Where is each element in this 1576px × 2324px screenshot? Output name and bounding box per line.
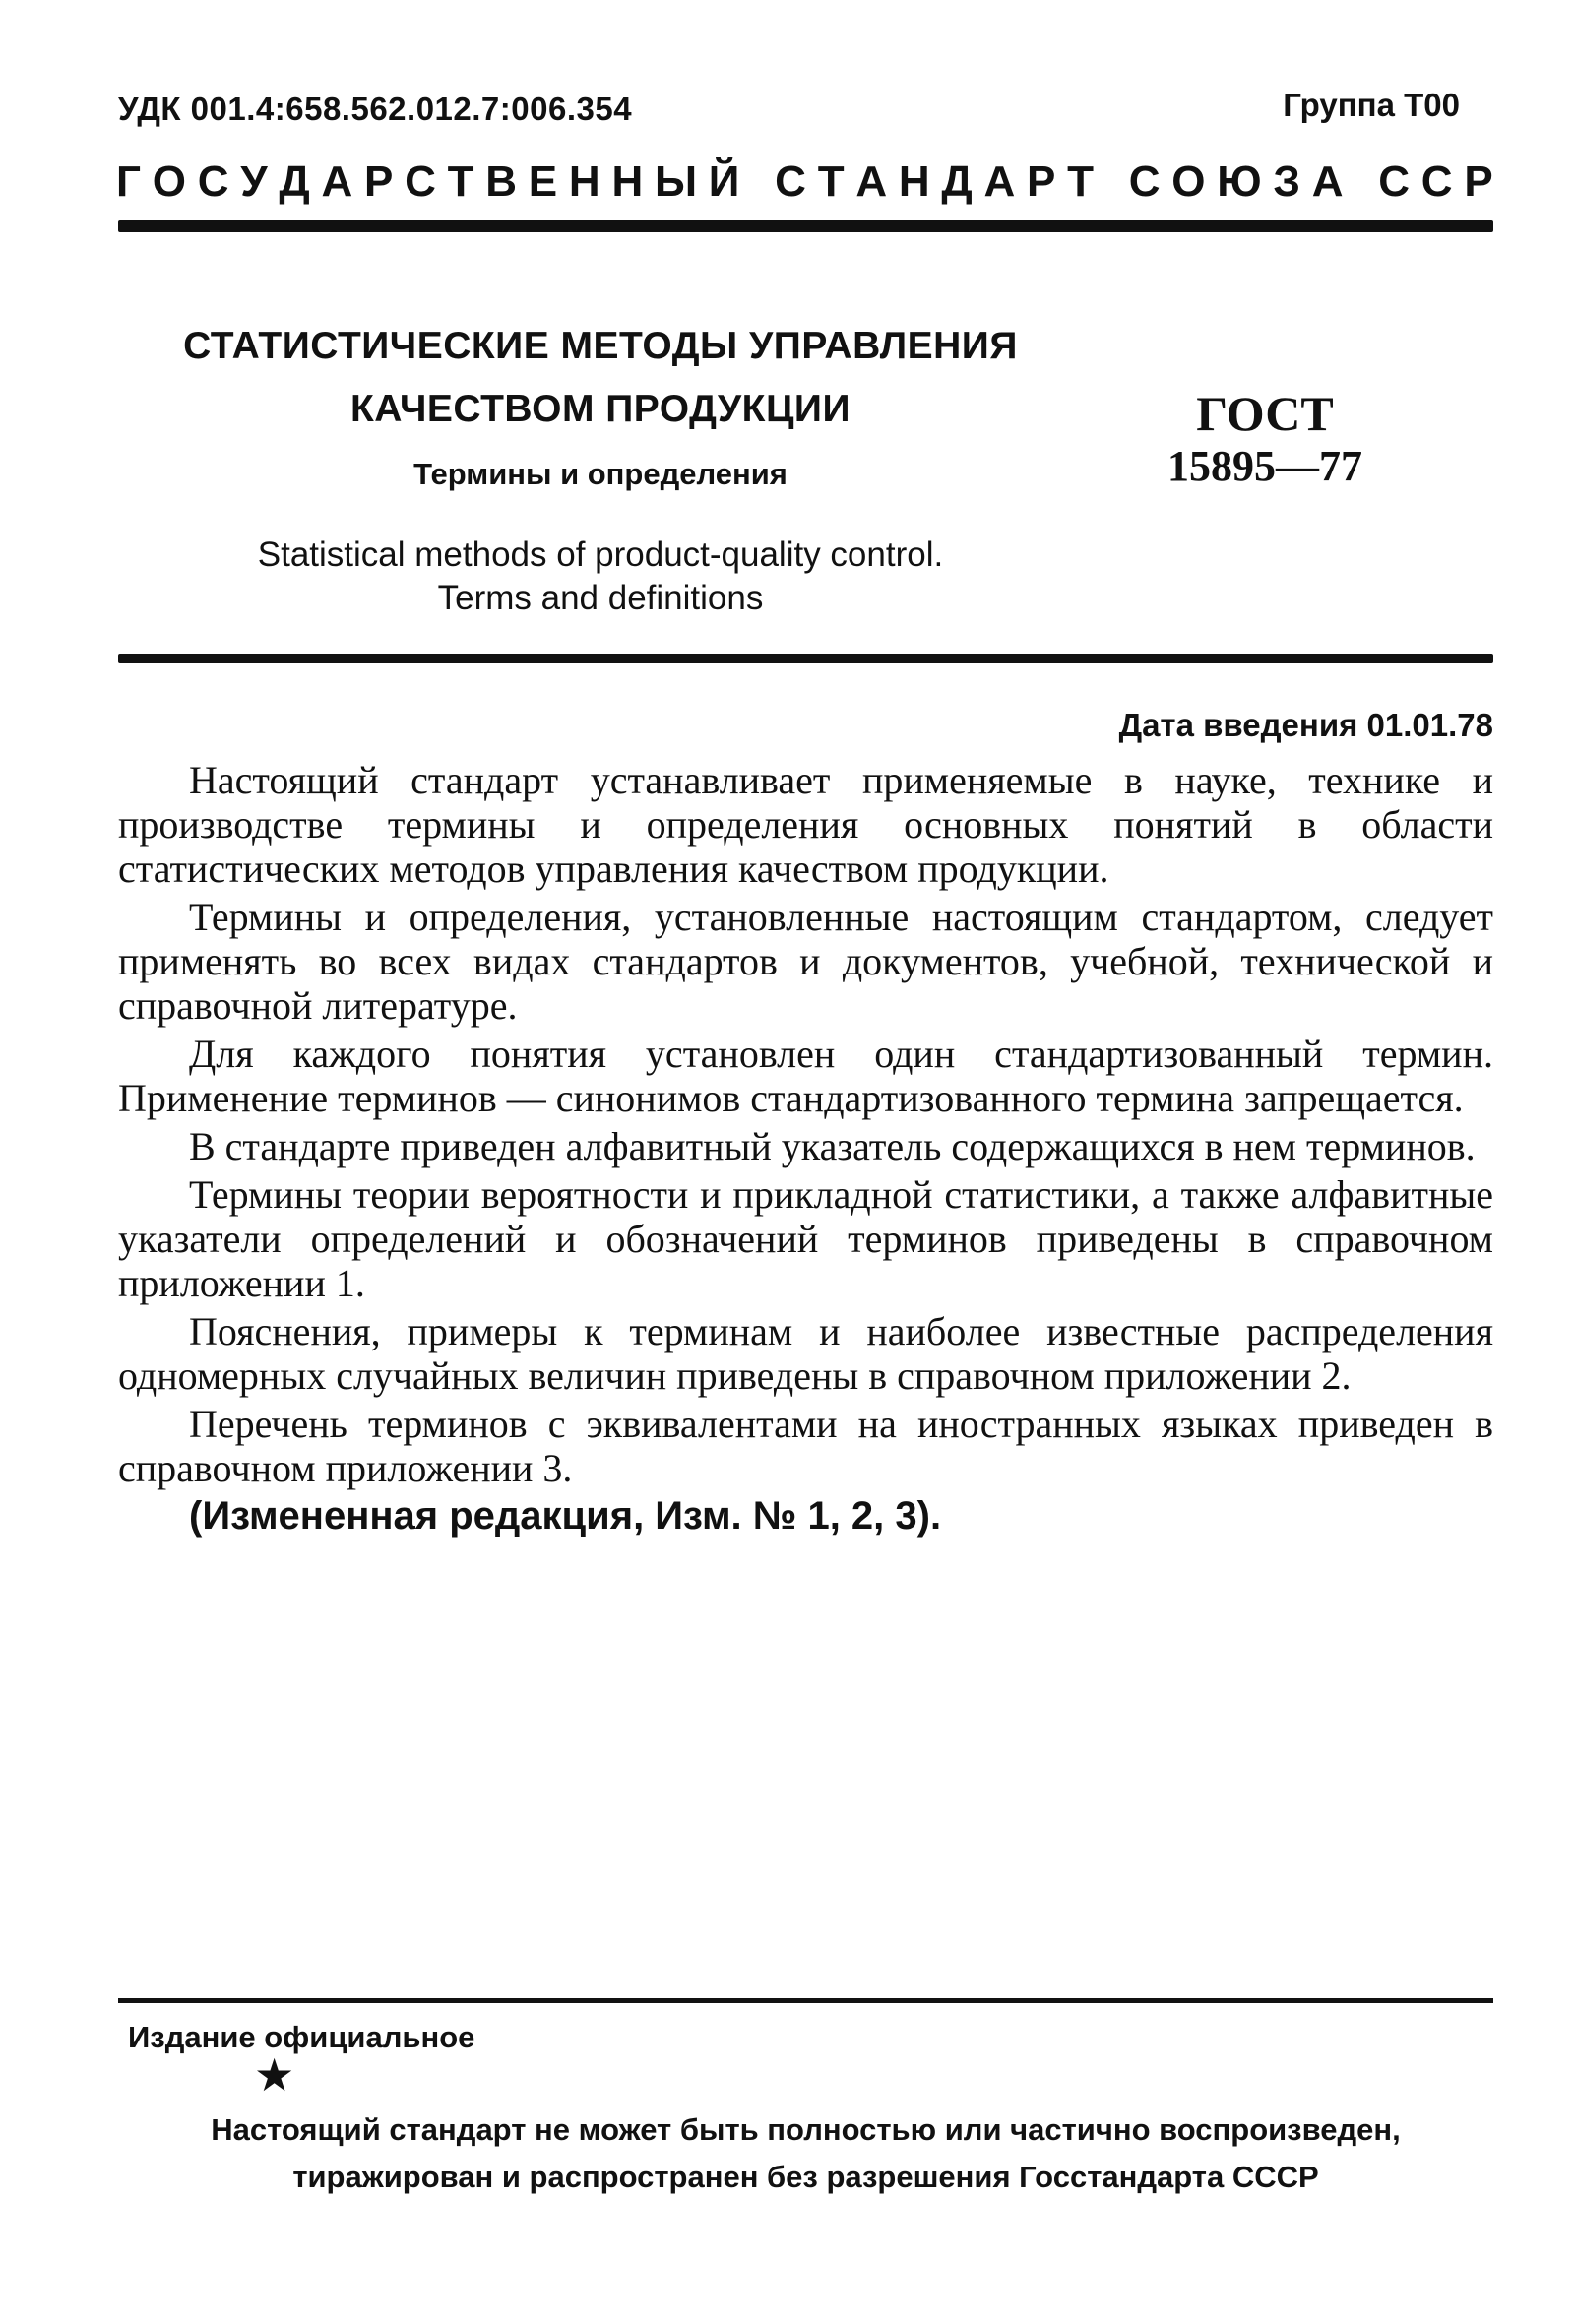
paragraph: Для каждого понятия установлен один стандартизованный термин. Применение терминов — синонимов стандартизованного термина запрещается. xyxy=(118,1032,1493,1120)
state-title-letter: С xyxy=(1128,157,1161,206)
paragraph: Пояснения, примеры к терминам и наиболее известные распределения одномерных случайных величин приведены в справочном приложении 2. xyxy=(118,1309,1493,1398)
state-title-letter xyxy=(751,157,763,207)
state-title-letter: Т xyxy=(817,157,845,206)
star-icon: ★ xyxy=(254,2050,295,2101)
body-text xyxy=(118,758,1493,1542)
gost-label: ГОСТ xyxy=(1196,386,1334,441)
state-title-letter: Р xyxy=(1027,157,1056,206)
paragraph: Термины теории вероятности и прикладной статистики, а также алфавитные указатели определений и обозначений терминов приведены в справочном приложении 1. xyxy=(118,1172,1493,1305)
state-title-letter: А xyxy=(983,157,1016,206)
state-title-letter: А xyxy=(855,157,888,206)
state-title-letter xyxy=(1105,157,1117,207)
state-title-letter: Й xyxy=(708,157,740,206)
state-title-letter: Т xyxy=(1067,157,1095,206)
state-title-letter: Е xyxy=(528,157,558,206)
copyright-notice xyxy=(118,2106,1493,2201)
state-title-letter: Н xyxy=(611,157,644,206)
paragraph: В стандарте приведен алфавитный указатель содержащихся в нем терминов. xyxy=(189,1124,1476,1168)
group-code: Группа Т00 xyxy=(1283,87,1460,123)
state-title-letter: Ы xyxy=(654,157,698,206)
state-title-letter: У xyxy=(240,157,268,206)
state-title-letter: С xyxy=(197,157,229,206)
english-title xyxy=(197,534,1004,620)
footer-rule xyxy=(118,1998,1493,2003)
state-title-letter: Ю xyxy=(1217,157,1262,206)
state-title-letter: Н xyxy=(898,157,930,206)
introduction-date: Дата введения 01.01.78 xyxy=(1118,707,1493,743)
header-rule xyxy=(118,220,1493,232)
document-title-line1: СТАТИСТИЧЕСКИЕ МЕТОДЫ УПРАВЛЕНИЯ xyxy=(183,325,1018,367)
state-title-letter: А xyxy=(1311,157,1344,206)
state-title-letter: С xyxy=(405,157,436,206)
udc-code: УДК 001.4:658.562.012.7:006.354 xyxy=(118,91,633,127)
state-title-letter: В xyxy=(485,157,518,206)
notice-line1: Настоящий стандарт не может быть полностью или частично воспроизведен, xyxy=(211,2112,1401,2147)
english-title-line2: Terms and definitions xyxy=(437,579,764,617)
state-title-letter: Г xyxy=(116,157,141,206)
state-title-letter: Т xyxy=(447,157,474,206)
state-title-letter: Р xyxy=(363,157,394,206)
document-subtitle: Термины и определения xyxy=(413,457,788,491)
document-title-line2: КАЧЕСТВОМ ПРОДУКЦИИ xyxy=(349,388,851,430)
state-title-letter: С xyxy=(775,157,806,206)
state-title-letter xyxy=(1355,157,1366,207)
paragraph: Перечень терминов с эквивалентами на иностранных языках приведен в справочном приложении 3. xyxy=(118,1402,1493,1490)
state-title-letter: Р xyxy=(1464,157,1493,206)
paragraph: Термины и определения, установленные настоящим стандартом, следует применять во всех видах стандартов и документов, учебной, технической и справочной литературе. xyxy=(118,895,1493,1028)
notice-line2: тиражирован и распространен без разрешения Госстандарта СССР xyxy=(292,2160,1319,2194)
state-title-letter: О xyxy=(1171,157,1206,206)
state-title-letter: Д xyxy=(279,157,310,206)
paragraph: Настоящий стандарт устанавливает применяемые в науке, технике и производстве термины и определения основных понятий в области статистических методов управления качеством продукции. xyxy=(118,758,1493,891)
state-standard-title xyxy=(116,157,1493,207)
state-title-letter: О xyxy=(152,157,186,206)
state-title-letter: А xyxy=(321,157,353,206)
state-title-letter: Н xyxy=(568,157,600,206)
state-title-letter: Д xyxy=(941,157,973,206)
gost-designation xyxy=(1152,386,1378,492)
gost-number: 15895—77 xyxy=(1167,442,1362,490)
english-title-line1: Statistical methods of product-quality control. xyxy=(257,535,944,574)
state-title-letter: С xyxy=(1378,157,1411,206)
official-edition-label: Издание официальное xyxy=(128,2020,475,2054)
state-title-letter: З xyxy=(1273,157,1300,206)
title-rule xyxy=(118,654,1493,663)
state-title-letter: С xyxy=(1420,157,1453,206)
revision-note: (Измененная редакция, Изм. № 1, 2, 3). xyxy=(189,1494,942,1538)
